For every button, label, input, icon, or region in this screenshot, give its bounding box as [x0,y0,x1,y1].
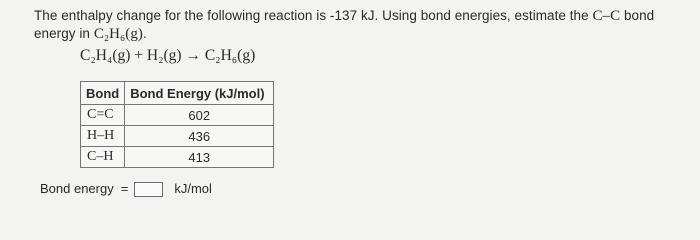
header-bond: Bond [81,82,125,105]
reaction-equation: C₂H₄(g) + H₂(g) → C₂H₆(g) [80,47,256,64]
compound-formula: C₂H₆(g) [93,26,143,42]
question-text [34,7,689,43]
header-bond-energy: Bond Energy (kJ/mol) [125,82,274,105]
table-row [81,105,274,126]
table-row [81,147,274,168]
bond-cell: H–H [81,126,125,147]
energy-cell: 436 [125,126,274,147]
unit-label: kJ/mol [174,181,212,196]
bond-cell: C=C [81,105,125,126]
energy-cell: 602 [125,105,274,126]
bond-name: C–C [592,8,621,24]
bond-energy-table [80,81,274,168]
answer-row [40,181,212,197]
bond-energy-input[interactable] [134,182,163,197]
table-header-row [81,82,274,105]
table-row [81,126,274,147]
answer-label: Bond energy [40,181,114,196]
bond-cell: C–H [81,147,125,168]
energy-cell: 413 [125,147,274,168]
question-mid: bond energy in [34,8,655,41]
question-intro: The enthalpy change for the following reaction is -137 kJ. Using bond energies, estimate the [34,8,589,23]
equals-sign: = [120,181,129,196]
question-end: . [142,26,147,41]
